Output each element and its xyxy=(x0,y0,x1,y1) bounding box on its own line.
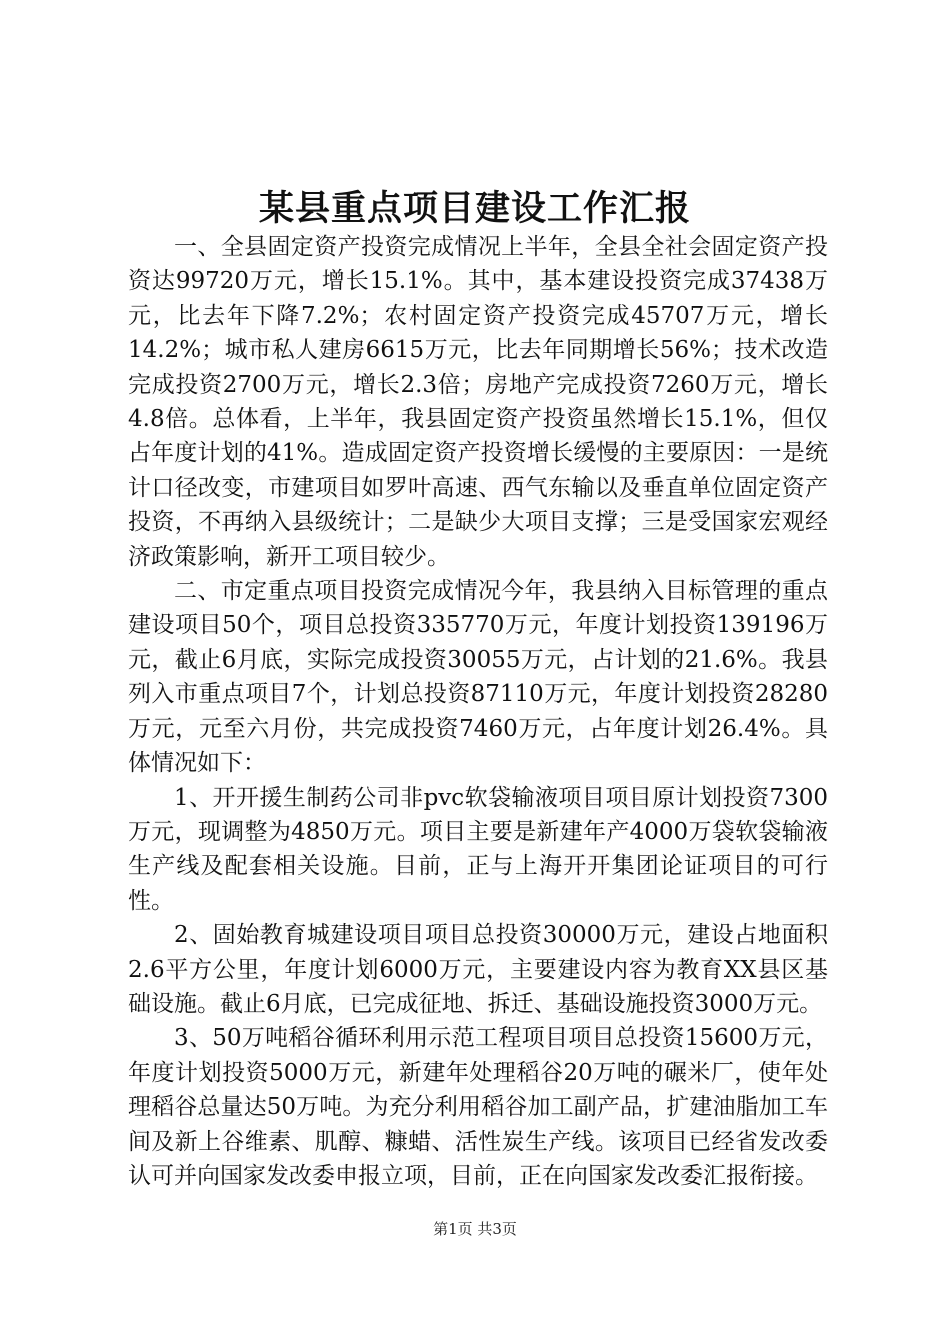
paragraph-key-projects-overview: 二、市定重点项目投资完成情况今年，我县纳入目标管理的重点建设项目50个，项目总投资335770万元，年度计划投资139196万元，截止6月底，实际完成投资30055万元，占计划的21.6%。我县列入市重点项目7个，计划总投资87110万元，年度计划投资28280万元，元至六月份，共完成投资7460万元，占年度计划26.4%。具体情况如下： xyxy=(128,578,828,777)
paragraph-project-education-city: 2、固始教育城建设项目项目总投资30000万元，建设占地面积2.6平方公里，年度计划6000万元，主要建设内容为教育XX县区基础设施。截止6月底，已完成征地、拆迁、基础设施投资3000万元。 xyxy=(128,922,828,1017)
paragraph-fixed-asset-investment: 一、全县固定资产投资完成情况上半年，全县全社会固定资产投资达99720万元，增长15.1%。其中，基本建设投资完成37438万元，比去年下降7.2%；农村固定资产投资完成45707万元，增长14.2%；城市私人建房6615万元，比去年同期增长56%；技术改造完成投资2700万元，增长2.3倍；房地产完成投资7260万元，增长4.8倍。总体看，上半年，我县固定资产投资虽然增长15.1%，但仅占年度计划的41%。造成固定资产投资增长缓慢的主要原因：一是统计口径改变，市建项目如罗叶高速、西气东输以及垂直单位固定资产投资，不再纳入县级统计；二是缺少大项目支撑；三是受国家宏观经济政策影响，新开工项目较少。 xyxy=(128,234,828,570)
document-body xyxy=(128,230,828,1193)
page-number-footer: 第1页 共3页 xyxy=(433,1220,517,1238)
paragraph-project-infusion: 1、开开援生制药公司非pvc软袋输液项目项目原计划投资7300万元，现调整为4850万元。项目主要是新建年产4000万袋软袋输液生产线及配套相关设施。目前，正与上海开开集团论证项目的可行性。 xyxy=(128,784,828,914)
document-title: 某县重点项目建设工作汇报 xyxy=(258,188,691,229)
paragraph-project-rice-recycling: 3、50万吨稻谷循环利用示范工程项目项目总投资15600万元，年度计划投资5000万元，新建年处理稻谷20万吨的碾米厂，使年处理稻谷总量达50万吨。为充分利用稻谷加工副产品，扩建油脂加工车间及新上谷维素、肌醇、糠蜡、活性炭生产线。该项目已经省发改委认可并向国家发改委申报立项，目前，正在向国家发改委汇报衔接。 xyxy=(128,1025,828,1189)
